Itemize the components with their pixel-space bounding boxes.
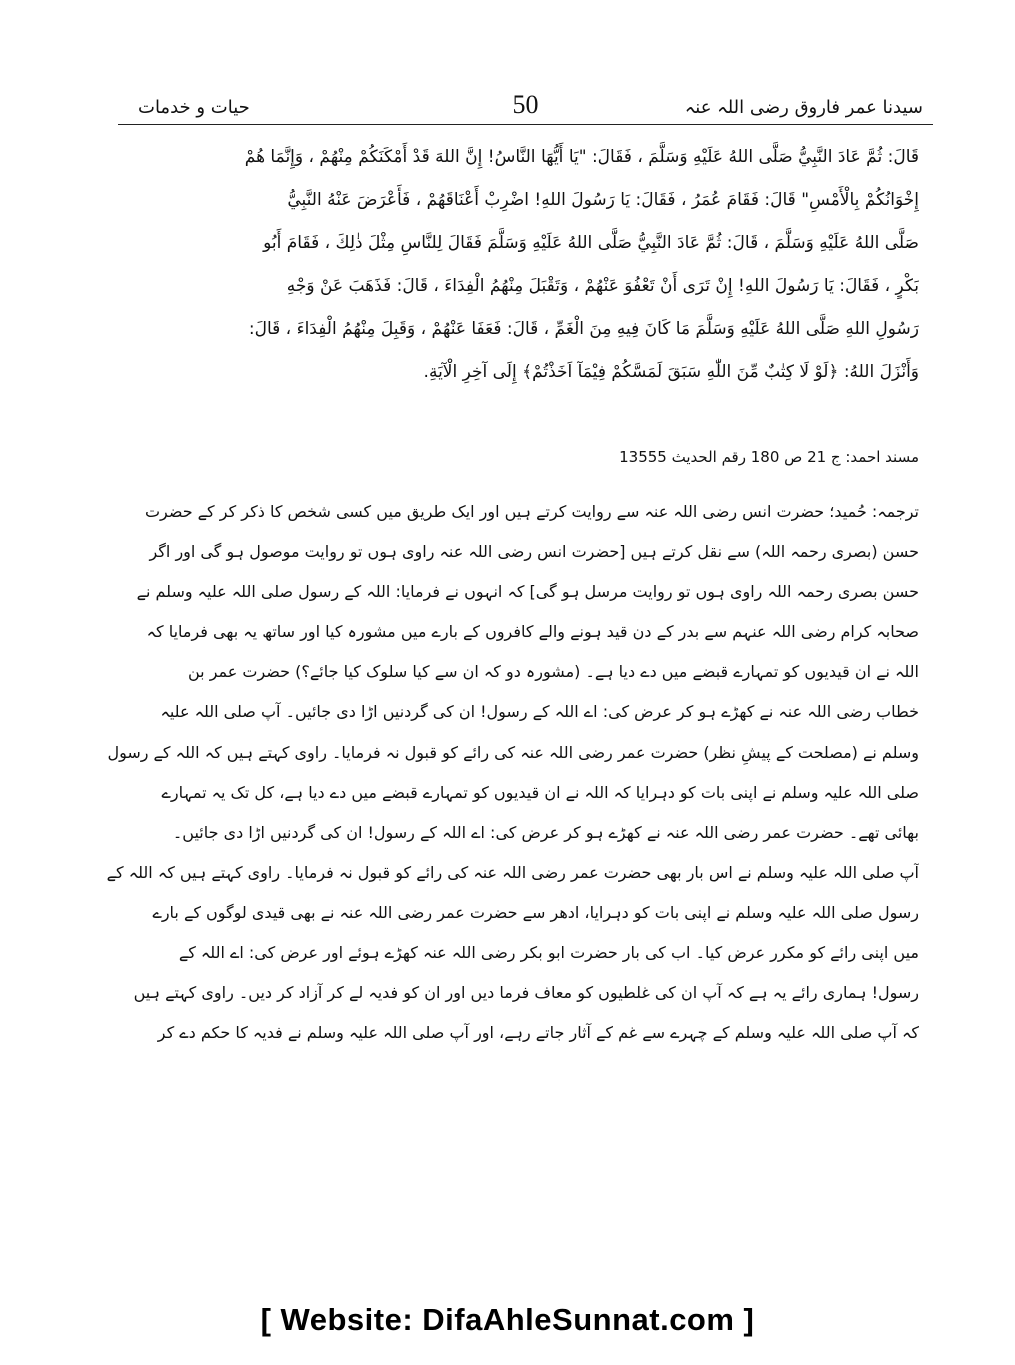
book-title: سیدنا عمر فاروق رضی اللہ عنہ xyxy=(684,97,923,118)
urdu-line: رسول! ہماری رائے یہ ہے کہ آپ ان کی غلطیوں کو معاف فرما دیں اور ان کو فدیہ لے کر آزاد کر دیں۔ راوی کہتے ہیں xyxy=(133,983,919,1003)
urdu-line: اللہ نے ان قیدیوں کو تمہارے قبضے میں دے دیا ہے۔ (مشورہ دو کہ ان سے کیا سلوک کیا جائے؟) حضرت عمر بن xyxy=(187,662,919,682)
urdu-line: حسن بصری رحمہ اللہ راوی ہوں تو روایت مرسل ہو گی] کہ انہوں نے فرمایا: اللہ کے رسول صلی اللہ علیہ وسلم نے xyxy=(136,582,919,602)
arabic-line: قَالَ: ثُمَّ عَادَ النَّبِيُّ صَلَّى اللهُ عَلَيْهِ وَسَلَّمَ ، فَقَالَ: "يَا أَيُّهَا النَّاسُ! إِنَّ اللهَ قَدْ أَمْكَنَكُمْ مِنْهُمْ ، وَإِنَّمَا هُمْ xyxy=(244,147,919,167)
page-number: 50 xyxy=(512,90,539,119)
urdu-line: میں اپنی رائے کو مکرر عرض کیا۔ اب کی بار حضرت ابو بکر رضی اللہ عنہ کھڑے ہوئے اور عرض کی: اے اللہ کے xyxy=(178,943,919,963)
arabic-line: بَكْرٍ ، فَقَالَ: يَا رَسُولَ اللهِ! إِنْ تَرَى أَنْ تَعْفُوَ عَنْهُمْ ، وَتَقْبَلَ مِنْهُمُ الْفِدَاءَ ، قَالَ: فَذَهَبَ عَنْ وَجْهِ xyxy=(286,276,919,296)
page-header xyxy=(118,84,933,125)
arabic-line: صَلَّى اللهُ عَلَيْهِ وَسَلَّمَ ، قَالَ: ثُمَّ عَادَ النَّبِيُّ صَلَّى اللهُ عَلَيْهِ وَسَلَّمَ فَقَالَ لِلنَّاسِ مِثْلَ ذٰلِكَ ، فَقَامَ أَبُو xyxy=(263,233,919,253)
book-subtitle: حیات و خدمات xyxy=(138,97,250,118)
urdu-line: آپ صلی اللہ علیہ وسلم نے اس بار بھی حضرت عمر رضی اللہ عنہ کی رائے کو قبول نہ فرمایا۔ راوی کہتے ہیں کہ اللہ کے xyxy=(106,862,919,882)
urdu-line: رسول صلی اللہ علیہ وسلم نے اپنی بات کو دہرایا، ادھر سے حضرت عمر رضی اللہ عنہ نے بھی قیدی لوگوں کے بارے xyxy=(152,902,919,922)
urdu-line: صلی اللہ علیہ وسلم نے اپنی بات کو دہرایا کہ اللہ نے ان قیدیوں کو تمہارے قبضے میں دے دیا ہے، کل تک یہ تمہارے xyxy=(161,782,919,802)
urdu-line: وسلم نے (مصلحت کے پیشِ نظر) حضرت عمر رضی اللہ عنہ کی رائے کو قبول نہ فرمایا۔ راوی کہتے ہیں کہ اللہ کے رسول xyxy=(107,742,919,762)
urdu-line: ترجمہ: حُمید؛ حضرت انس رضی اللہ عنہ سے روایت کرتے ہیں اور ایک طریق میں کسی شخص کا ذکر کر کے حضرت xyxy=(144,502,919,521)
website-footer: [ Website: DifaAhleSunnat.com ] xyxy=(260,1302,755,1337)
urdu-line: صحابہ کرام رضی اللہ عنہم سے بدر کے دن قید ہونے والے کافروں کے بارے میں مشورہ کیا اور ساتھ یہ بھی فرمایا کہ xyxy=(146,622,919,642)
arabic-line: وَأَنْزَلَ اللهُ: ﴿لَوْ لَا كِتٰبٌ مِّنَ اللّٰهِ سَبَقَ لَمَسَّكُمْ فِيْمَآ اَخَذْتُمْ﴾ إِلَى آخِرِ الْآيَةِ. xyxy=(423,362,919,382)
arabic-line: إِخْوَانُكُمْ بِالْأَمْسِ" قَالَ: فَقَامَ عُمَرُ ، فَقَالَ: يَا رَسُولَ اللهِ! اضْرِبْ أَعْنَاقَهُمْ ، فَأَعْرَضَ عَنْهُ النَّبِيُّ xyxy=(287,190,919,210)
urdu-line: حسن (بصری رحمہ اللہ) سے نقل کرتے ہیں [حضرت انس رضی اللہ عنہ راوی ہوں تو روایت موصول ہو گی اور اگر xyxy=(149,542,919,562)
hadith-reference: مسند احمد: ج 21 ص 180 رقم الحدیث 13555 xyxy=(619,448,919,466)
urdu-line: خطاب رضی اللہ عنہ نے کھڑے ہو کر عرض کی: اے اللہ کے رسول! ان کی گردنیں اڑا دی جائیں۔ آپ صلی اللہ علیہ xyxy=(160,702,919,722)
urdu-line: کہ آپ صلی اللہ علیہ وسلم کے چہرے سے غم کے آثار جاتے رہے، اور آپ صلی اللہ علیہ وسلم نے فدیہ کا حکم دے کر xyxy=(157,1023,919,1043)
urdu-line: بھائی تھے۔ حضرت عمر رضی اللہ عنہ نے کھڑے ہو کر عرض کی: اے اللہ کے رسول! ان کی گردنیں اڑا دی جائیں۔ xyxy=(172,822,919,842)
arabic-line: رَسُولِ اللهِ صَلَّى اللهُ عَلَيْهِ وَسَلَّمَ مَا كَانَ فِيهِ مِنَ الْغَمِّ ، قَالَ: فَعَفَا عَنْهُمْ ، وَقَبِلَ مِنْهُمُ الْفِدَاءَ ، قَالَ: xyxy=(248,319,919,339)
urdu-translation xyxy=(104,492,919,1053)
arabic-hadith-text xyxy=(104,136,919,394)
